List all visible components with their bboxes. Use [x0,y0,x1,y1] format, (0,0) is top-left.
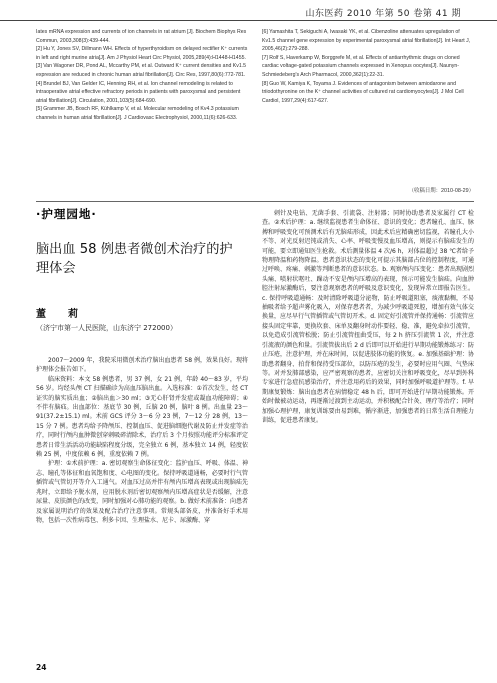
body-paragraph: 刺针及电钻、无菌手套、引流袋、注射器；同时协助患者及家属行 CT 检查。②术后护理：a. 继续监视患者生命体征、意识的变化；患者瞳孔、血压、脉搏和呼吸变化可预测术后有无脑疝形成，因此术后应精确密切监视，若瞳孔大小不等、对光反射迟钝或消失、心率、呼吸变慢及血压增高，则提示有脑疝发生的可能，要立即通知医生抢救。术后测量体温 4 次/6 h，对体温超过 38 ℃者给予物理降温和药物降温。患者意识状态的变化可提示其脑部占位的控制程度，可通过呼唤、疼痛、刺激等判断患者的意识状态。b. 观察颅内压变化：患者出现剧烈头痛、喷射状呕吐、躁动不安是颅内压增高的表现，预示可能发生脑疝。向血肿腔注射尿激酶后，要注意观察患者的呼吸及意识变化，发现异常立即报告医生。c. 保持呼吸道通畅：及时清除呼吸道分泌物，防止呼吸道阻塞，痰液黏稠，不易抽吸者给予超声雾化吸入，对保存患者者，为减少呼吸道死腔，增加有效气体交换量，应尽早行气管插管或气管切开术。d. 固定好引流管并保持通畅：引流管应接头固定牢靠，更换坎套、床单及翻身时动作要轻、稳、准，避免牵拉引流管，以免造成引流管松脱；防止引流管扭曲受压，每 2 h 挤压引流管 1 次，并注意引流液的颜色和量。引流管拔出后 2 d 后即可以开始进行早期功能锻炼练习：防止压疮，注意护理，并在床时间，以促进肢体功能的恢复。e. 加强基础护理：协助患者翻身、拍背和保持受压部位，以防压疮的发生，必要时应用气圈、气垫床等。对并发肺部感染，应严密观察的患者，应密切关注和呼吸变化，尽早到外科专家进行急症抗感染治疗，并注意用药后的效果，同时加强呼吸道护理等。f. 早期康复锻炼：脑出血患者在病情稳定 48 h 后，即可开始进行早期功能锻炼。开始时做被动运动，再逐渐过渡到主动运动，并积极配合针灸、理疗等治疗；同时加强心理护理，康复训练要由易到难，循序渐进，加强患者的日常生活自理能力训练，促进患者康复。 [262,210,474,424]
reference-item: [3] Van Wagoner DR, Pond AL, Mccarthy PM, et al. Outward K⁺ current densities and Kv1.5 expression are reduced in chronic human atrial fibrillation[J]. Circ Res, 1997,80(6):772-781. [36,63,247,78]
journal-header [0,0,497,21]
body-paragraph: 2007～2009 年，我院采用微创术治疗脑出血患者 58 例，效果良好。现将护理体会报告如下。 [36,357,248,374]
section-label: ·护理园地· [36,207,97,221]
reference-item: [4] Brundel BJ, Van Gelder IC, Henning RH, et al. Ion channel remodeling is related to intraoperative atrial effective refractory periods in patients with paroxysmal and persistent atrial fibrillation[J]. Circulation, 2001,103(5):684-690. [36,80,241,104]
body-column-right [262,209,474,425]
reference-item: [7] Rolf S, Haverkamp W, Borggrefe M, et al. Effects of antiarrhythmic drugs on cloned cardiac voltage-gated potassium channels expressed in Xenopus oocytes[J]. Naunyn-Schmiedeberg's Arch Pharmacol, 2000,362(1):22-31. [262,54,460,78]
article-title: 脑出血 58 例患者微创术治疗的护理体会 [36,242,233,276]
body-column-left [36,356,248,525]
body-paragraph: 临床资料：本文 58 例患者，男 37 例，女 21 例，年龄 40～83 岁，平均 56 岁。均经头颅 CT 扫描确诊为高血压脑出血。入选标准：①首次发生，经 CT 证实的脑实质出血；②脑出血＞30 ml；③无心肝肾并发症或凝血功能障碍；④不伴有脑疝。出血部位：基底节 30 例，丘脑 20 例，脑叶 8 例。出血量 23～91(37.2±15.1) ml。术前 GCS 评分 3～6 分 23 例，7～12 分 28 例，13～15 分 7 例。患者均给予降颅压、控制血压、促进脑细胞代谢及防止并发症等治疗，同时行颅内血肿微创穿刺吸碎清除术，治疗后 3 个月按照功能评分标准评定患者日常生活活动功能缺陷程度分级，完全独立 6 例，基本独立 14 例，轻度依赖 25 例，中度依赖 6 例，重度依赖 7 例。 [36,375,248,459]
received-date: （收稿日期：2010-08-29） [408,188,474,194]
body-paragraph: 护理：①术前护理：a. 密切观察生命体征变化：监护血压、呼吸、体温、神志、瞳孔等体征和血氧饱和度、心电图的变化。保持呼吸道通畅，必要时行气管插管或气管切开等介入工通气。对血压过高并伴有颅内压增高表现或出现脑疝先兆时，立即给予脱水剂，应用脱水剂后密切观察颅内压增高症状是否缓解，注意尿量、皮肤颜色的改变，同时加强对心肺功能的观察。b. 做好术前准备：向患者及家属说明治疗的效果及配合治疗注意事项。常规头部备皮，并准备好手术用物，包括一次性病毒包、利多卡因、生理盐水、尼卡、尿激酶、穿 [36,460,248,524]
reference-item: Iates mRNA expression and currents of ion channels in rat atrium [J]. Biochem Biophys Res Commun, 2003,308(3):439-444. [36,29,247,44]
reference-item: [6] Yamashita T, Sekiguchi A, Iwasaki YK, et al. Cibenzoline attenuates upregulation of Kv1.5 channel gene expression by experimental paroxysmal atrial fibrillation[J]. Int Heart J, 2005,46(2):279-288. [262,29,471,53]
reference-item: [8] Guo W, Kamiya K, Toyama J. Evidences of antagonism between amiodarone and triiodothyronine on the K⁺ channel activities of cultured rat cardiomyocytes[J]. J Mol Cell Cardiol, 1997,29(4):617-627. [262,80,464,104]
reference-list-left [36,28,248,123]
reference-item: [2] Hu Y, Jones SV, Dillmann WH. Effects of hyperthyroidism on delayed rectifier K⁺ currents in left and right murine atria[J]. Am J Physiol Heart Circ Physiol, 2005,289(4):H1448-H1455. [36,46,248,61]
reference-item: [5] Grammer JB, Bosch RF, Kühlkamp V, et al. Molecular remodeling of Kv4.3 potassium channels in human atrial fibrillation[J]. J Cardiovasc Electrophysiol, 2000,11(6):626-633. [36,106,239,121]
article-author: 董 莉 [36,309,84,320]
author-affiliation: （济宁市第一人民医院，山东济宁 272000） [36,324,177,332]
section-divider [36,201,474,202]
reference-list-right [262,28,474,105]
journal-title: 山东医药 2010 年第 50 卷第 41 期 [305,9,461,19]
page-number: 24 [36,663,47,672]
